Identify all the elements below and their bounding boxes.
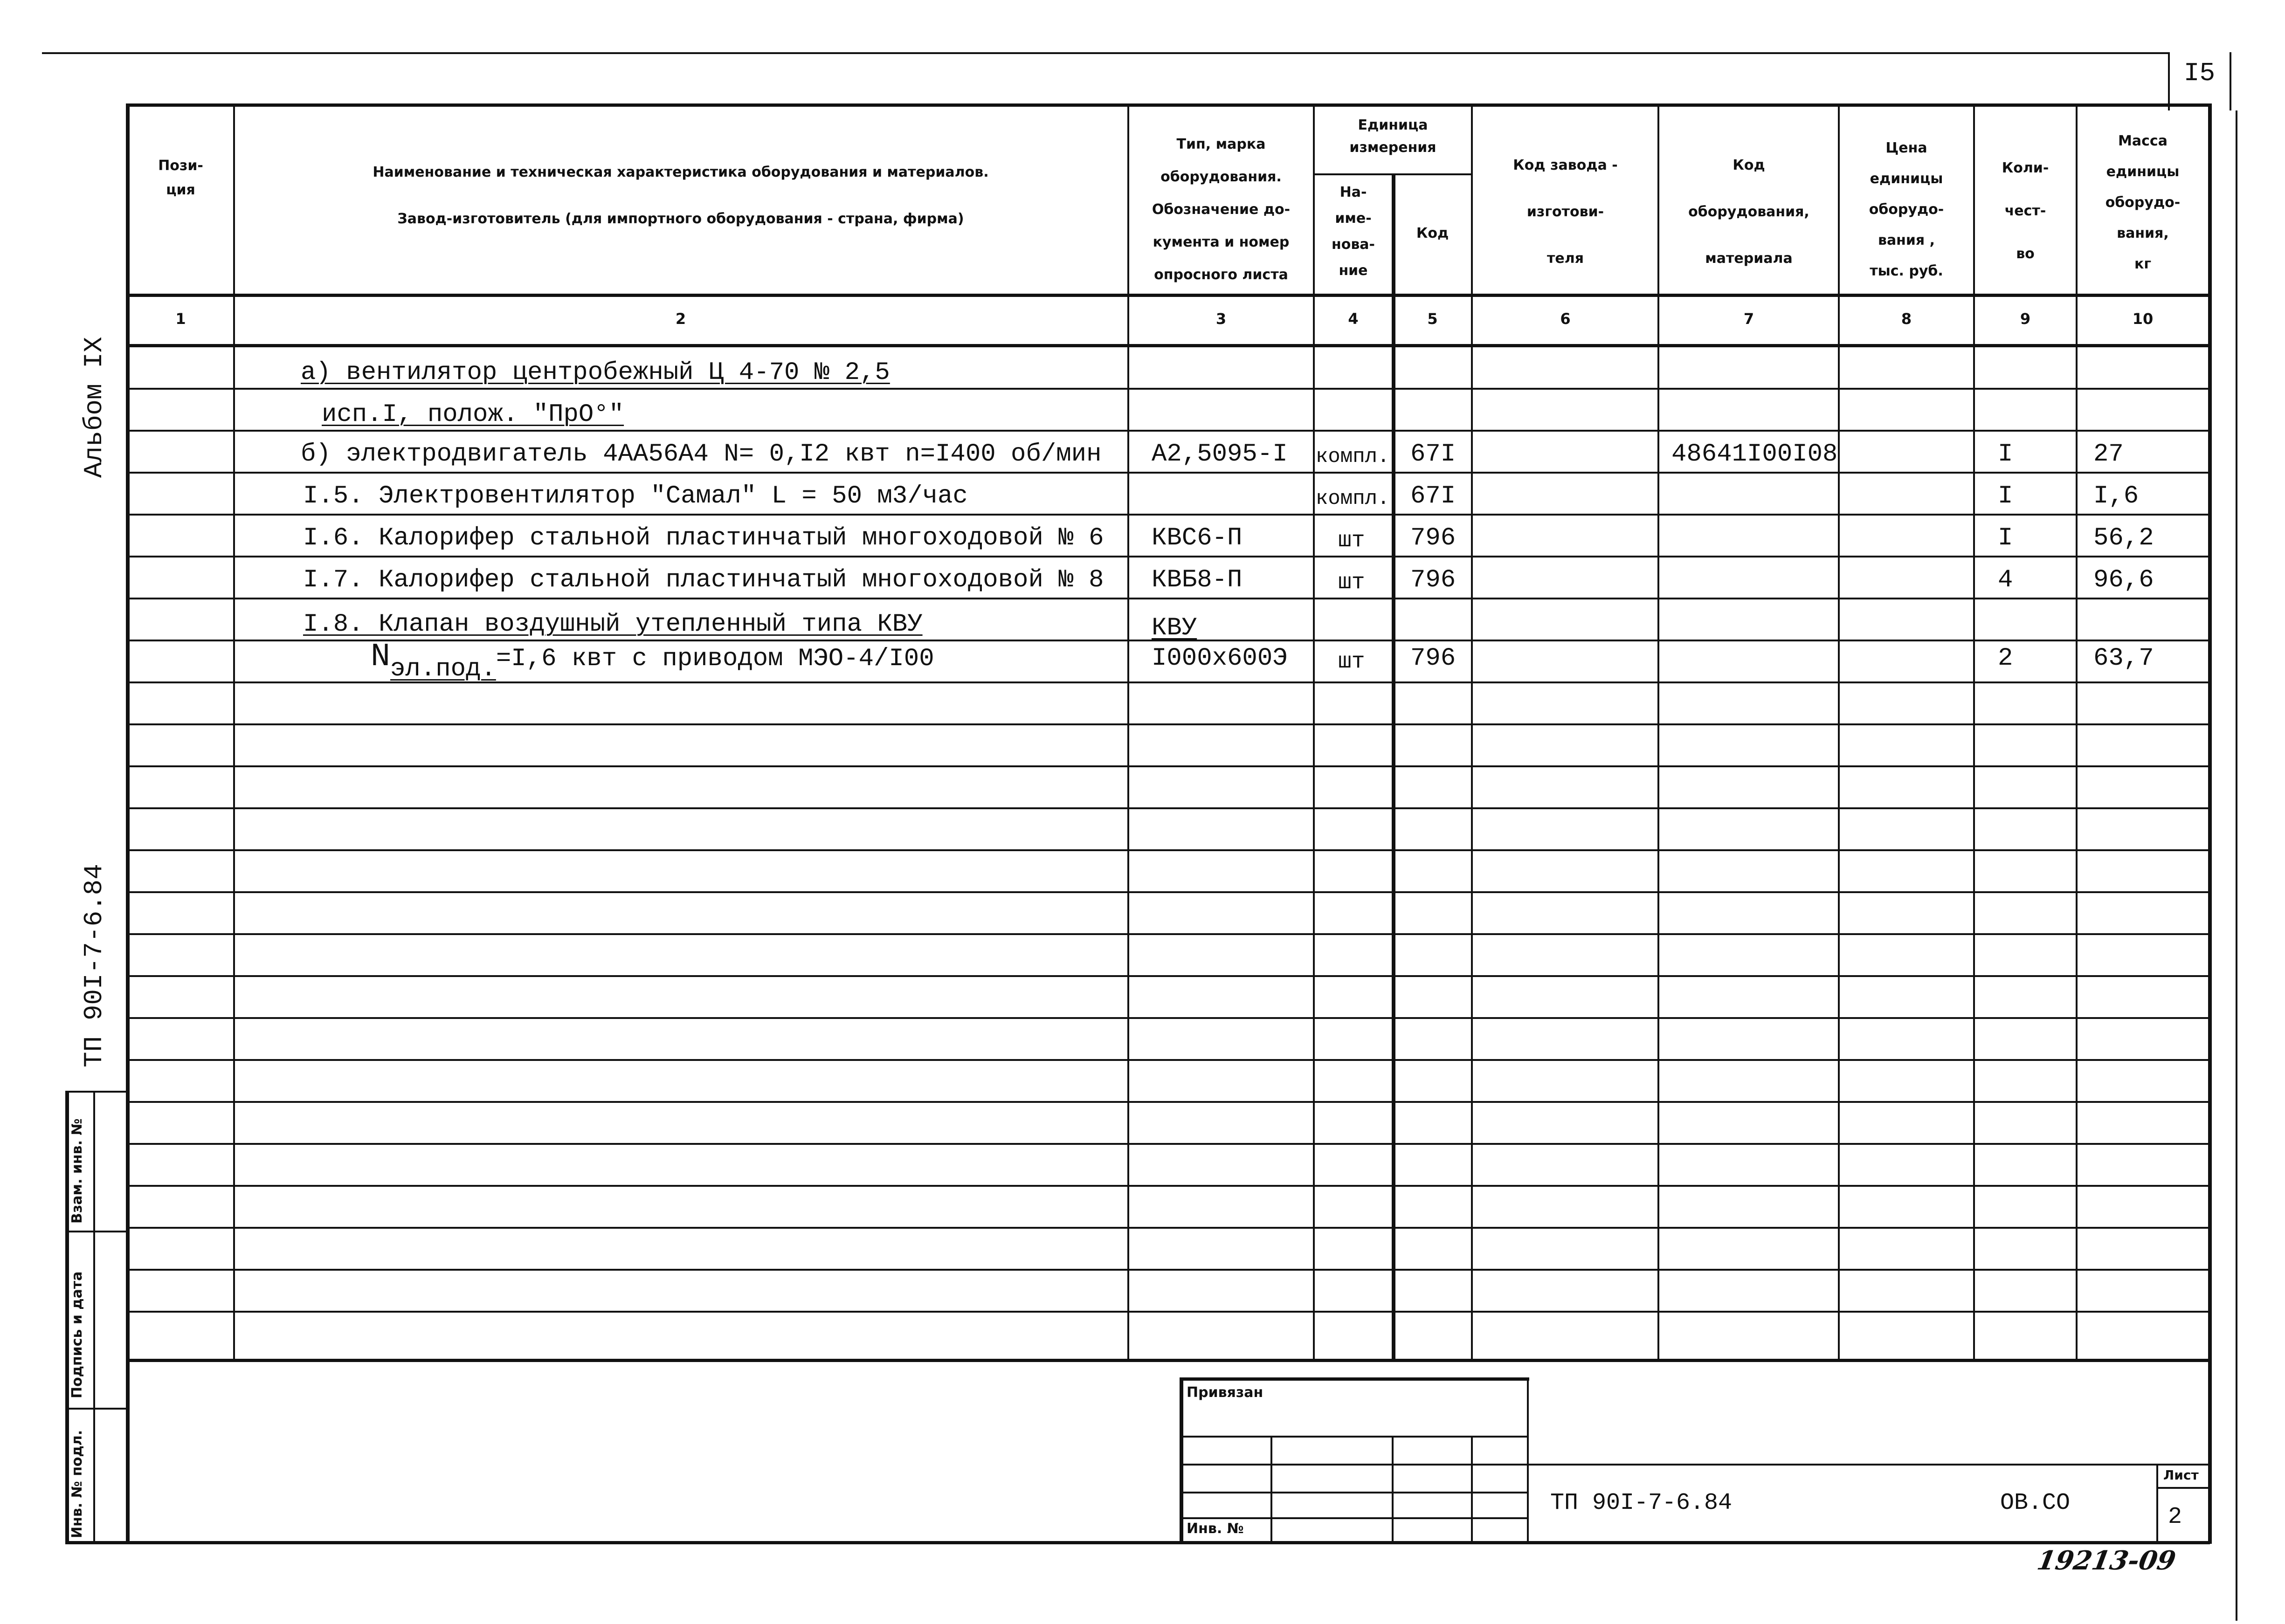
header-unit-code: Код: [1416, 225, 1449, 241]
row-2-name: исп.I, полож. "ПрО°": [322, 400, 624, 429]
header-price: Цена единицы оборудо- вания , тыс. руб.: [1869, 140, 1944, 279]
col-number: 3: [1215, 310, 1227, 328]
row-8-code: 796: [1410, 644, 1456, 673]
stamp-signature-date: Подпись и дата: [69, 1271, 85, 1398]
row-7-type: КВУ: [1152, 614, 1197, 642]
row-4-code: 67I: [1410, 482, 1456, 510]
album-label: Альбом IX: [79, 337, 109, 478]
row-5-name: I.6. Калорифер стальной пластинчатый многоходовой № 6: [303, 524, 1104, 552]
row-8-type: I000х600Э: [1152, 644, 1288, 673]
row-3-unit: компл.: [1316, 445, 1390, 468]
header-quantity: Коли- чест- во: [2002, 160, 2049, 262]
row-5-type: КВС6-П: [1152, 524, 1243, 552]
col-number: 7: [1743, 310, 1754, 328]
row-3-qty: I: [1998, 440, 2013, 468]
row-5-mass: 56,2: [2093, 524, 2154, 552]
stamp-replace-inv: Взам. инв. №: [69, 1118, 85, 1224]
row-8-unit: шт: [1338, 649, 1365, 674]
row-3-equipment-code: 48641I00I08: [1671, 440, 1838, 468]
header-equipment-code: Код оборудования, материала: [1688, 157, 1809, 267]
inv-number-label: Инв. №: [1187, 1521, 1244, 1537]
row-8-name: Nэл.под.=I,6 квт с приводом МЭО-4/I00: [371, 639, 934, 683]
doc-code: ТП 90I-7-6.84: [1550, 1490, 1733, 1516]
col-number: 6: [1560, 310, 1571, 328]
row-3-name: б) электродвигатель 4АА56А4 N= 0,I2 квт n=I400 об/мин: [301, 440, 1102, 468]
row-8-qty: 2: [1998, 644, 2013, 673]
col-number: 4: [1348, 310, 1359, 328]
col-number: 2: [675, 310, 686, 328]
row-7-name: I.8. Клапан воздушный утепленный типа КВУ: [303, 610, 923, 639]
header-type: Тип, марка оборудования. Обозначение до- кумента и номер опросного листа: [1152, 136, 1291, 283]
stamp-inv-original: Инв. № подл.: [69, 1430, 85, 1538]
sheet-label: Лист: [2163, 1467, 2199, 1483]
frame-bottom: [126, 1541, 2210, 1544]
header-plant-code: Код завода - изготови- теля: [1513, 157, 1618, 267]
row-4-unit: компл.: [1316, 487, 1390, 510]
row-4-qty: I: [1998, 482, 2013, 510]
row-6-type: КВБ8-П: [1152, 566, 1243, 594]
row-3-type: А2,5095-I: [1152, 440, 1288, 468]
row-6-code: 796: [1410, 566, 1456, 594]
col-number: 5: [1427, 310, 1438, 328]
col-number: 8: [1901, 310, 1912, 328]
header-name: Наименование и техническая характеристика оборудования и материалов. Завод-изготовитель (для импортного оборудования - страна, фирма): [373, 164, 989, 227]
frame-right: [2208, 103, 2212, 1544]
header-unit-name: На- име- нова- ние: [1331, 184, 1375, 279]
row-4-mass: I,6: [2093, 482, 2139, 510]
row-8-mass: 63,7: [2093, 644, 2154, 673]
col-number: 1: [175, 310, 186, 328]
col-number: 9: [2020, 310, 2031, 328]
row-5-qty: I: [1998, 524, 2013, 552]
header-unit-group: Единица измерения: [1349, 117, 1436, 156]
header-position: Пози- ция: [158, 158, 203, 198]
row-5-unit: шт: [1338, 528, 1365, 553]
project-label-vertical: ТП 90I-7-6.84: [79, 864, 109, 1067]
page-number: I5: [2183, 58, 2216, 88]
sheet-number: 2: [2168, 1504, 2182, 1530]
table-top-border: [126, 103, 2210, 107]
bound-label: Привязан: [1187, 1384, 1263, 1401]
row-6-mass: 96,6: [2093, 566, 2154, 594]
row-3-mass: 27: [2093, 440, 2124, 468]
row-1-name: а) вентилятор центробежный Ц 4-70 № 2,5: [301, 358, 890, 387]
row-5-code: 796: [1410, 524, 1456, 552]
col-number: 10: [2132, 310, 2154, 328]
header-mass: Масса единицы оборудо- вания, кг: [2105, 133, 2181, 272]
row-6-unit: шт: [1338, 570, 1365, 595]
row-3-code: 67I: [1410, 440, 1456, 468]
sheet-code: ОВ.СО: [2000, 1490, 2071, 1516]
handwritten-number: 19213-09: [2035, 1545, 2178, 1576]
row-6-name: I.7. Калорифер стальной пластинчатый многоходовой № 8: [303, 566, 1104, 594]
row-4-name: I.5. Электровентилятор "Самал" L = 50 м3/час: [303, 482, 968, 510]
row-6-qty: 4: [1998, 566, 2013, 594]
